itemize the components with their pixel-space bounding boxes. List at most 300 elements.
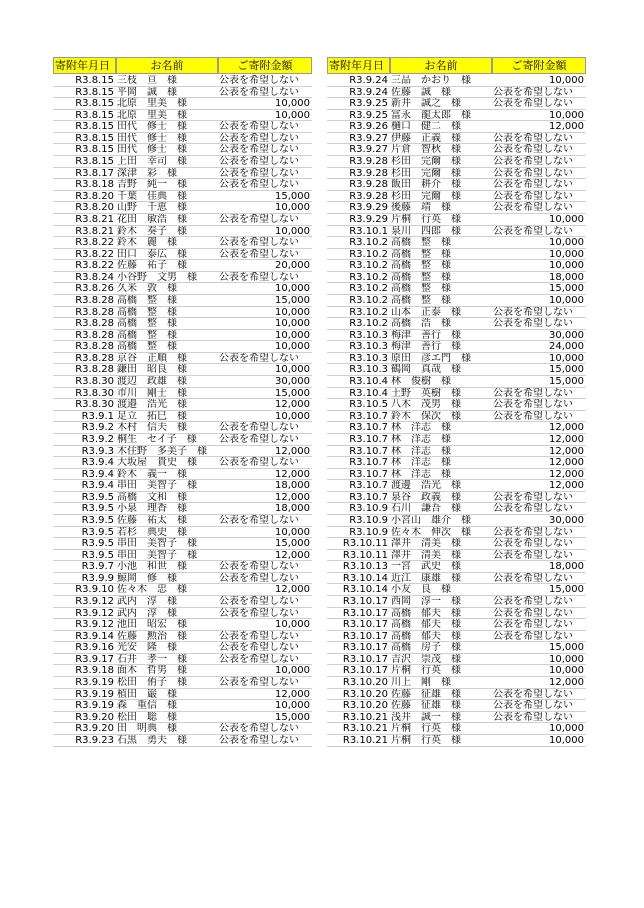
table-row — [327, 283, 586, 295]
table-row — [327, 422, 586, 434]
cell-name: 澤井 清美 様 — [391, 549, 461, 561]
cell-date: R3.8.30 — [75, 376, 114, 387]
cell-amount: 公表を希望しない — [219, 642, 299, 653]
cell-amount: 公表を希望しない — [219, 237, 299, 248]
cell-date: R3.9.5 — [81, 549, 114, 561]
cell-date: R3.9.5 — [81, 514, 114, 526]
cell-name: 杉田 完爾 様 — [391, 156, 461, 167]
cell-amount: 15,000 — [275, 711, 310, 723]
table-row — [327, 550, 586, 562]
table-row — [53, 527, 312, 539]
cell-amount: 公表を希望しない — [493, 700, 573, 711]
table-row — [327, 642, 586, 654]
table-row — [327, 527, 586, 539]
table-row — [53, 295, 312, 307]
cell-name: 片桐 行英 様 — [391, 734, 461, 746]
table-row — [53, 480, 312, 492]
cell-name: 鈴木 保次 様 — [391, 410, 461, 422]
cell-amount: 公表を希望しない — [219, 167, 299, 179]
cell-date: R3.8.28 — [75, 364, 114, 376]
cell-amount: 10,000 — [549, 352, 584, 364]
cell-name: 渡邊 浩光 様 — [391, 480, 461, 491]
cell-name: 小友 良 様 — [391, 584, 451, 596]
table-row — [327, 735, 586, 747]
cell-amount: 15,000 — [549, 364, 584, 376]
cell-date: R3.9.28 — [349, 156, 388, 167]
cell-name: 新井 誠之 様 — [391, 98, 461, 109]
cell-date: R3.9.12 — [75, 619, 114, 630]
cell-amount: 12,000 — [549, 422, 584, 433]
cell-date: R3.10.7 — [349, 457, 388, 468]
cell-name: 高橋 整 様 — [391, 237, 451, 248]
cell-date: R3.10.17 — [342, 607, 388, 619]
cell-name: 林 洋志 様 — [391, 457, 451, 468]
table-row — [53, 723, 312, 735]
cell-name: 串田 美智子 様 — [117, 480, 197, 491]
cell-amount: 10,000 — [549, 213, 584, 225]
table-row — [53, 642, 312, 654]
cell-name: 佐藤 祐太 様 — [117, 514, 187, 526]
cell-name: 泉川 四郎 様 — [391, 225, 461, 237]
cell-date: R3.10.13 — [342, 561, 388, 572]
cell-date: R3.10.7 — [349, 480, 388, 491]
cell-name: 林 洋志 様 — [391, 468, 451, 480]
cell-amount: 公表を希望しない — [493, 688, 573, 700]
cell-date: R3.10.3 — [349, 352, 388, 364]
table-row — [327, 237, 586, 249]
cell-date: R3.10.14 — [342, 584, 388, 596]
cell-name: 上田 幸司 様 — [117, 156, 187, 167]
table-row — [53, 364, 312, 376]
cell-name: 串田 美智子 様 — [117, 549, 197, 561]
cell-amount: 公表を希望しない — [219, 630, 299, 642]
cell-date: R3.10.2 — [349, 271, 388, 283]
table-row — [53, 584, 312, 596]
cell-date: R3.8.15 — [75, 156, 114, 167]
table-row — [327, 376, 586, 388]
cell-date: R3.9.12 — [75, 596, 114, 607]
table-row — [53, 608, 312, 620]
table-row — [53, 87, 312, 99]
header-date: 寄附年月日 — [327, 57, 390, 74]
table-row — [53, 550, 312, 562]
cell-date: R3.8.22 — [75, 237, 114, 248]
table-row — [53, 260, 312, 272]
table-row — [53, 283, 312, 295]
table-row — [327, 712, 586, 724]
table-row — [327, 168, 586, 180]
cell-name: 後藤 靖 様 — [391, 202, 451, 213]
table-row — [327, 654, 586, 666]
cell-amount: 15,000 — [275, 190, 310, 202]
cell-amount: 12,000 — [549, 433, 584, 445]
table-row — [327, 411, 586, 423]
cell-amount: 10,000 — [275, 619, 310, 630]
cell-date: R3.9.10 — [75, 584, 114, 596]
table-row — [53, 202, 312, 214]
cell-name: 鈴木 義一 様 — [117, 468, 187, 480]
cell-name: 久米 敦 様 — [117, 283, 177, 294]
cell-date: R3.10.9 — [349, 526, 388, 538]
cell-name: 光安 隆 様 — [117, 642, 177, 653]
cell-name: 植田 巌 様 — [117, 688, 177, 700]
table-row — [53, 121, 312, 133]
cell-name: 高橋 整 様 — [117, 318, 177, 329]
cell-name: 飯田 耕介 様 — [391, 179, 461, 190]
table-row — [327, 469, 586, 481]
cell-name: 片桐 行英 様 — [391, 213, 461, 225]
table-row — [327, 596, 586, 608]
cell-name: 高橋 整 様 — [117, 341, 177, 352]
cell-name: 小谷野 文男 様 — [117, 271, 197, 283]
table-row — [53, 399, 312, 411]
table-row — [53, 561, 312, 573]
cell-amount: 公表を希望しない — [493, 503, 573, 514]
cell-amount: 公表を希望しない — [219, 213, 299, 225]
cell-name: 山野 千恵 様 — [117, 202, 187, 213]
table-row — [53, 191, 312, 203]
cell-amount: 10,000 — [275, 109, 310, 121]
cell-date: R3.8.24 — [75, 271, 114, 283]
cell-date: R3.8.22 — [75, 260, 114, 271]
table-row — [327, 434, 586, 446]
cell-date: R3.10.2 — [349, 237, 388, 248]
cell-amount: 12,000 — [549, 480, 584, 491]
table-row — [53, 214, 312, 226]
cell-amount: 15,000 — [275, 538, 310, 549]
cell-amount: 10,000 — [549, 237, 584, 248]
cell-date: R3.9.28 — [349, 179, 388, 190]
cell-date: R3.8.28 — [75, 294, 114, 306]
donation-table-left — [53, 57, 312, 747]
cell-date: R3.10.2 — [349, 294, 388, 306]
cell-name: 千葉 佳典 様 — [117, 190, 187, 202]
cell-name: 佐藤 征雄 様 — [391, 688, 461, 700]
table-row — [327, 677, 586, 689]
table-row — [53, 226, 312, 238]
cell-name: 北原 里美 様 — [117, 109, 187, 121]
cell-name: 吉沢 崇茂 様 — [391, 653, 461, 665]
cell-name: 鈴木 麗 様 — [117, 237, 177, 248]
cell-amount: 公表を希望しない — [219, 561, 299, 572]
cell-amount: 公表を希望しない — [219, 132, 299, 144]
table-row — [327, 515, 586, 527]
cell-amount: 18,000 — [549, 561, 584, 572]
table-body — [327, 75, 586, 747]
cell-name: 田代 修士 様 — [117, 144, 187, 156]
table-row — [327, 98, 586, 110]
table-row — [53, 307, 312, 319]
cell-date: R3.8.15 — [75, 98, 114, 109]
table-row — [53, 353, 312, 365]
cell-date: R3.10.7 — [349, 433, 388, 445]
cell-name: 佐藤 祐子 様 — [117, 260, 187, 271]
cell-date: R3.9.28 — [349, 190, 388, 202]
cell-name: 北原 里美 様 — [117, 98, 187, 109]
cell-amount: 公表を希望しない — [493, 306, 573, 318]
cell-amount: 12,000 — [549, 445, 584, 457]
cell-name: 石井 孝一 様 — [117, 653, 187, 665]
cell-name: 鎌田 昭良 様 — [117, 364, 187, 376]
cell-amount: 10,000 — [275, 306, 310, 318]
cell-amount: 10,000 — [275, 329, 310, 341]
cell-amount: 15,000 — [275, 387, 310, 399]
table-row — [53, 515, 312, 527]
cell-name: 高橋 郁夫 様 — [391, 607, 461, 619]
cell-date: R3.9.20 — [75, 723, 114, 734]
cell-date: R3.9.3 — [81, 445, 114, 457]
cell-date: R3.8.30 — [75, 399, 114, 410]
table-row — [53, 411, 312, 423]
table-row — [53, 631, 312, 643]
cell-name: 杉田 完爾 様 — [391, 167, 461, 179]
cell-name: 樋口 健二 様 — [391, 121, 461, 132]
cell-name: 京谷 正順 様 — [117, 352, 187, 364]
cell-name: 松田 侑子 様 — [117, 677, 187, 688]
table-row — [327, 388, 586, 400]
cell-amount: 18,000 — [549, 271, 584, 283]
cell-date: R3.10.2 — [349, 318, 388, 329]
cell-amount: 公表を希望しない — [219, 572, 299, 584]
cell-name: 高橋 郁夫 様 — [391, 630, 461, 642]
table-row — [327, 202, 586, 214]
cell-amount: 公表を希望しない — [493, 491, 573, 503]
cell-name: 串田 美智子 様 — [117, 538, 197, 549]
cell-amount: 公表を希望しない — [493, 132, 573, 144]
cell-date: R3.9.12 — [75, 607, 114, 619]
cell-date: R3.10.2 — [349, 306, 388, 318]
cell-name: 深津 彩 様 — [117, 167, 177, 179]
cell-name: 田代 修士 様 — [117, 132, 187, 144]
table-row — [327, 503, 586, 515]
cell-date: R3.9.2 — [81, 422, 114, 433]
cell-amount: 公表を希望しない — [493, 619, 573, 630]
cell-name: 林 洋志 様 — [391, 445, 451, 457]
table-row — [327, 399, 586, 411]
cell-amount: 10,000 — [549, 723, 584, 734]
cell-date: R3.9.20 — [75, 711, 114, 723]
cell-amount: 公表を希望しない — [493, 144, 573, 156]
table-row — [327, 665, 586, 677]
cell-name: 高橋 整 様 — [117, 294, 177, 306]
cell-amount: 10,000 — [549, 109, 584, 121]
cell-amount: 公表を希望しない — [493, 526, 573, 538]
cell-amount: 公表を希望しない — [493, 572, 573, 584]
cell-date: R3.10.17 — [342, 642, 388, 653]
table-row — [327, 689, 586, 701]
cell-name: 片桐 行英 様 — [391, 723, 461, 734]
cell-name: 土野 英樹 様 — [391, 387, 461, 399]
cell-name: 木住野 多美子 様 — [117, 445, 207, 457]
cell-amount: 公表を希望しない — [219, 179, 299, 190]
cell-date: R3.8.15 — [75, 121, 114, 132]
table-row — [53, 110, 312, 122]
cell-date: R3.9.5 — [81, 503, 114, 514]
header-amount: ご寄附金額 — [218, 57, 312, 74]
table-row — [53, 469, 312, 481]
cell-date: R3.10.21 — [342, 734, 388, 746]
cell-amount: 20,000 — [275, 260, 310, 271]
cell-name: 桐生 セイ子 様 — [117, 433, 197, 445]
table-row — [53, 619, 312, 631]
cell-name: 武内 淳 様 — [117, 607, 177, 619]
cell-date: R3.10.7 — [349, 422, 388, 433]
cell-date: R3.9.24 — [349, 75, 388, 86]
cell-amount: 15,000 — [549, 376, 584, 387]
table-row — [327, 446, 586, 458]
cell-amount: 公表を希望しない — [219, 271, 299, 283]
table-row — [53, 144, 312, 156]
table-row — [327, 492, 586, 504]
cell-amount: 10,000 — [275, 526, 310, 538]
cell-amount: 公表を希望しない — [493, 387, 573, 399]
cell-date: R3.9.27 — [349, 144, 388, 156]
cell-name: 田口 泰広 様 — [117, 248, 187, 260]
cell-name: 高橋 郁夫 様 — [391, 619, 461, 630]
table-row — [53, 75, 312, 87]
cell-date: R3.10.2 — [349, 248, 388, 260]
cell-name: 泉谷 政義 様 — [391, 491, 461, 503]
cell-amount: 公表を希望しない — [219, 86, 299, 98]
table-row — [327, 214, 586, 226]
cell-name: 高橋 整 様 — [391, 248, 451, 260]
cell-date: R3.10.7 — [349, 445, 388, 457]
cell-name: 足立 拓巳 様 — [117, 410, 187, 422]
cell-name: 面木 哲男 様 — [117, 665, 187, 677]
cell-date: R3.8.28 — [75, 352, 114, 364]
cell-amount: 公表を希望しない — [493, 167, 573, 179]
cell-amount: 10,000 — [275, 410, 310, 422]
table-row — [327, 144, 586, 156]
cell-date: R3.9.28 — [349, 167, 388, 179]
cell-date: R3.9.5 — [81, 491, 114, 503]
cell-date: R3.8.18 — [75, 179, 114, 190]
cell-name: 梅津 善行 様 — [391, 341, 461, 352]
table-row — [53, 712, 312, 724]
cell-amount: 10,000 — [549, 653, 584, 665]
table-row — [53, 596, 312, 608]
cell-date: R3.10.17 — [342, 630, 388, 642]
cell-name: 小池 和世 様 — [117, 561, 187, 572]
cell-date: R3.9.29 — [349, 202, 388, 213]
cell-date: R3.9.27 — [349, 132, 388, 144]
table-row — [327, 341, 586, 353]
table-row — [327, 364, 586, 376]
table-row — [53, 457, 312, 469]
cell-amount: 12,000 — [549, 121, 584, 132]
cell-name: 田 明典 様 — [117, 723, 177, 734]
cell-amount: 10,000 — [275, 341, 310, 352]
cell-amount: 公表を希望しない — [219, 144, 299, 156]
cell-date: R3.10.3 — [349, 329, 388, 341]
table-row — [327, 538, 586, 550]
table-row — [327, 700, 586, 712]
cell-date: R3.10.17 — [342, 596, 388, 607]
cell-date: R3.8.28 — [75, 306, 114, 318]
cell-amount: 公表を希望しない — [219, 514, 299, 526]
header-name: お名前 — [390, 57, 492, 74]
cell-amount: 10,000 — [549, 75, 584, 86]
cell-date: R3.8.15 — [75, 132, 114, 144]
cell-name: 小宮山 雄介 様 — [391, 514, 471, 526]
cell-amount: 公表を希望しない — [493, 538, 573, 549]
cell-amount: 公表を希望しない — [493, 86, 573, 98]
cell-name: 川上 剛 様 — [391, 677, 451, 688]
cell-amount: 12,000 — [275, 468, 310, 480]
cell-date: R3.9.24 — [349, 86, 388, 98]
cell-date: R3.10.7 — [349, 468, 388, 480]
cell-amount: 公表を希望しない — [219, 607, 299, 619]
table-row — [53, 492, 312, 504]
cell-amount: 15,000 — [549, 283, 584, 294]
cell-amount: 公表を希望しない — [493, 318, 573, 329]
table-row — [53, 654, 312, 666]
cell-date: R3.8.15 — [75, 75, 114, 86]
cell-amount: 12,000 — [275, 491, 310, 503]
cell-name: 原田 彦エ門 様 — [391, 352, 471, 364]
table-row — [327, 457, 586, 469]
cell-name: 高橋 整 様 — [117, 306, 177, 318]
cell-date: R3.10.17 — [342, 665, 388, 677]
cell-date: R3.10.11 — [342, 549, 388, 561]
cell-name: 佐藤 勲治 様 — [117, 630, 187, 642]
table-row — [327, 353, 586, 365]
cell-date: R3.10.7 — [349, 410, 388, 422]
cell-date: R3.10.7 — [349, 491, 388, 503]
cell-amount: 公表を希望しない — [219, 653, 299, 665]
cell-name: 一宮 武史 様 — [391, 561, 461, 572]
cell-date: R3.10.1 — [349, 225, 388, 237]
cell-date: R3.9.5 — [81, 538, 114, 549]
cell-amount: 15,000 — [275, 294, 310, 306]
cell-amount: 10,000 — [275, 700, 310, 711]
cell-date: R3.8.30 — [75, 387, 114, 399]
table-row — [53, 330, 312, 342]
table-row — [53, 133, 312, 145]
cell-date: R3.8.21 — [75, 225, 114, 237]
cell-name: 片倉 智秋 様 — [391, 144, 461, 156]
table-row — [53, 179, 312, 191]
cell-name: 林 洋志 様 — [391, 422, 451, 433]
cell-date: R3.10.4 — [349, 387, 388, 399]
cell-name: 高橋 浩 様 — [391, 318, 451, 329]
header-amount: ご寄附金額 — [492, 57, 586, 74]
cell-amount: 公表を希望しない — [493, 225, 573, 237]
cell-name: 三品 かおり 様 — [391, 75, 471, 86]
table-row — [327, 121, 586, 133]
table-row — [53, 249, 312, 261]
table-row — [327, 318, 586, 330]
cell-date: R3.9.2 — [81, 433, 114, 445]
cell-date: R3.8.28 — [75, 318, 114, 329]
cell-amount: 10,000 — [549, 248, 584, 260]
cell-amount: 12,000 — [275, 549, 310, 561]
table-header — [327, 57, 586, 74]
header-name: お名前 — [116, 57, 218, 74]
cell-amount: 公表を希望しない — [493, 156, 573, 167]
cell-name: 八木 茂男 様 — [391, 399, 461, 410]
table-row — [53, 573, 312, 585]
cell-date: R3.10.21 — [342, 711, 388, 723]
table-row — [327, 191, 586, 203]
cell-amount: 12,000 — [549, 468, 584, 480]
cell-date: R3.8.21 — [75, 213, 114, 225]
cell-date: R3.8.26 — [75, 283, 114, 294]
cell-date: R3.9.29 — [349, 213, 388, 225]
table-row — [53, 665, 312, 677]
cell-name: 高橋 房子 様 — [391, 642, 461, 653]
cell-name: 松田 聡 様 — [117, 711, 177, 723]
